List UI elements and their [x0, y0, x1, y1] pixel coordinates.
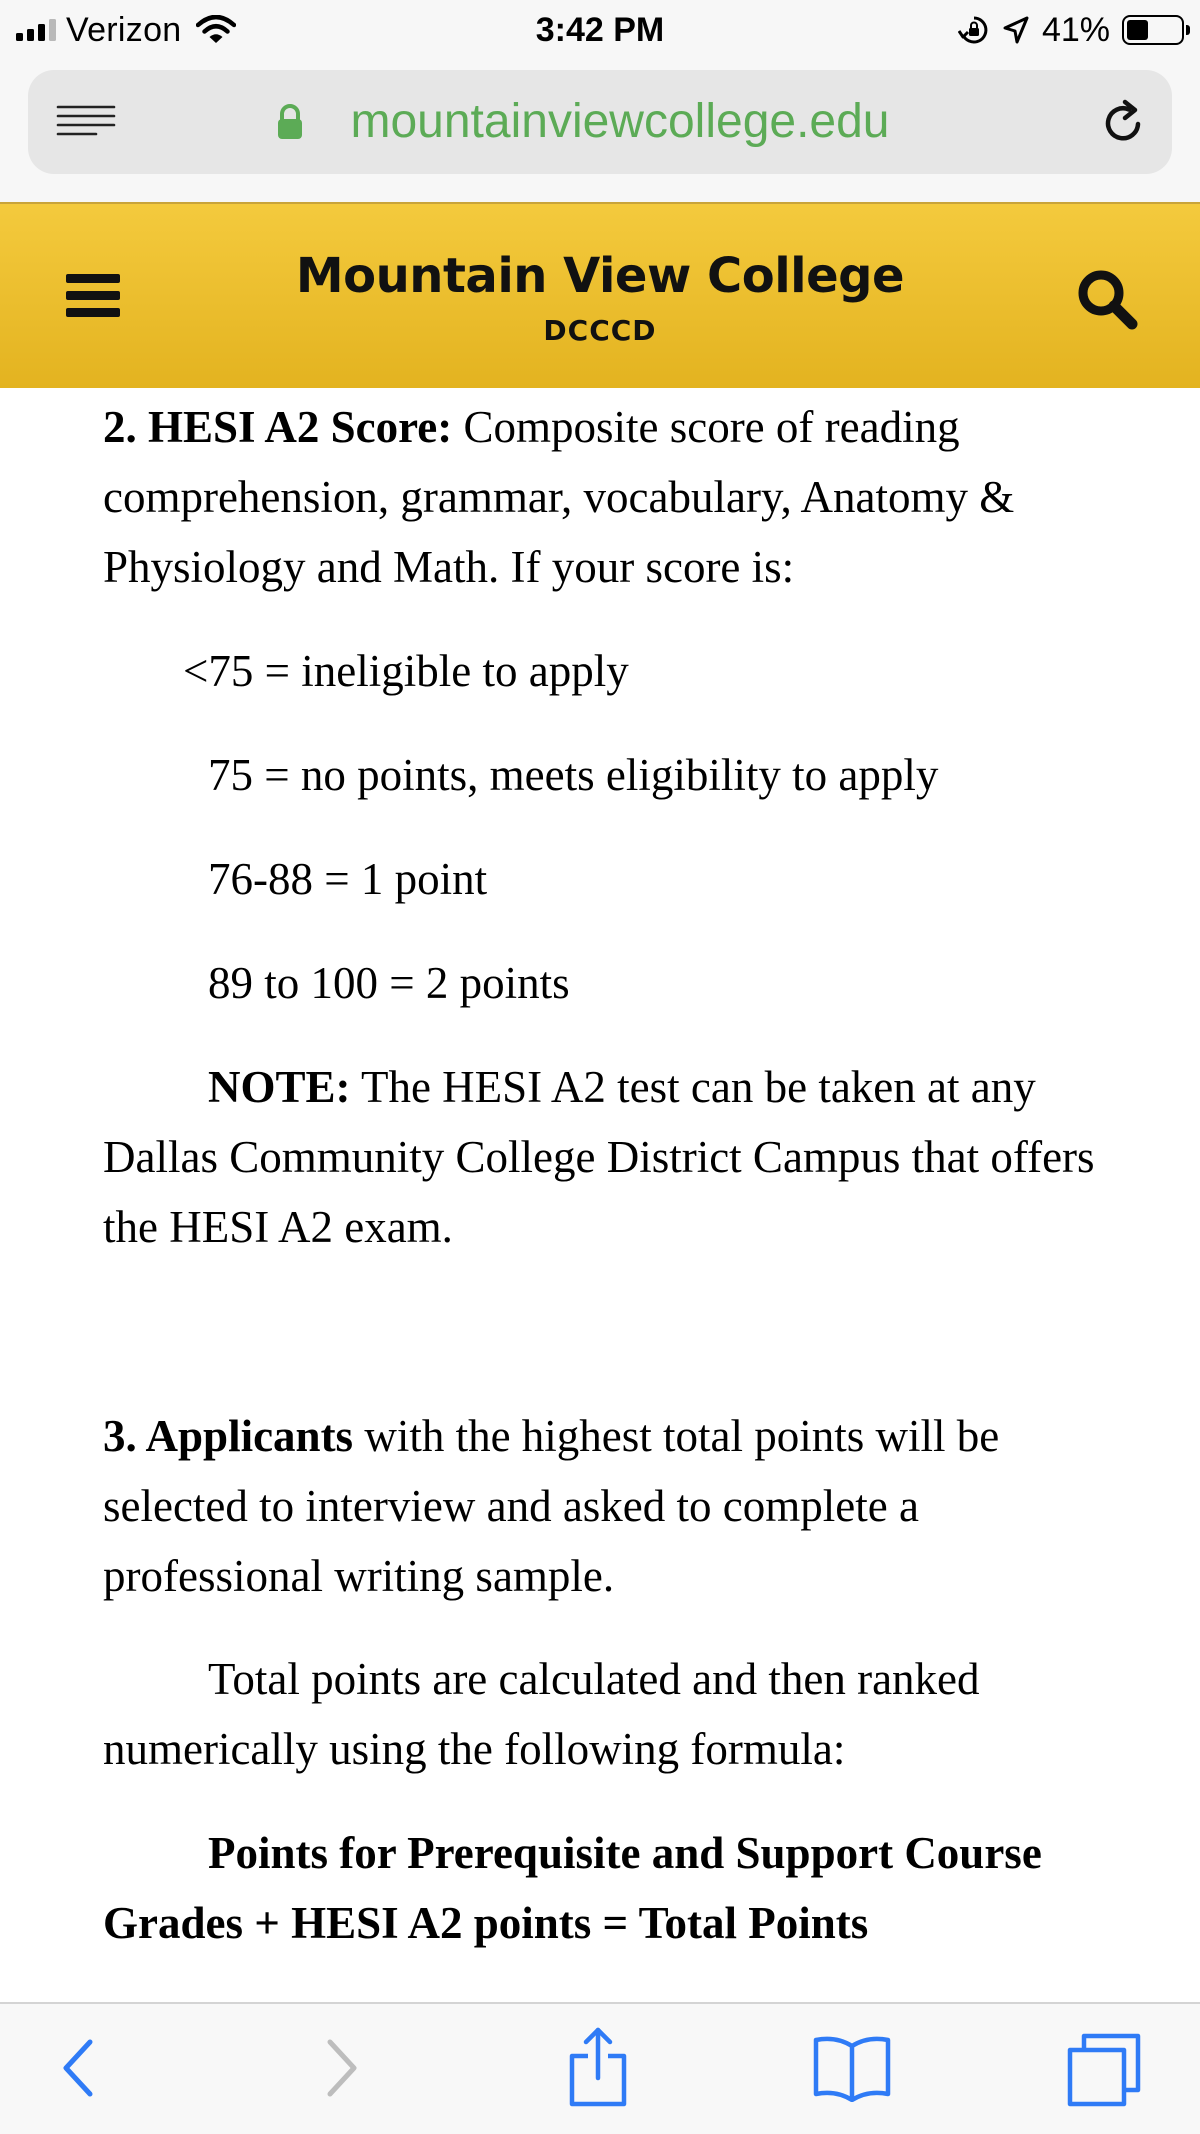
location-arrow-icon [1002, 15, 1030, 45]
forward-icon[interactable] [322, 2034, 362, 2102]
section-3-paragraph [103, 1401, 1103, 1611]
score-rule: <75 = ineligible to apply [183, 646, 629, 696]
browser-address-area [0, 62, 1200, 202]
ranking-paragraph: Total points are calculated and then ranked numerically using the following formula: [103, 1654, 980, 1774]
url-text[interactable]: mountainviewcollege.edu [350, 95, 890, 148]
site-header [0, 202, 1200, 388]
browser-toolbar [0, 2002, 1200, 2134]
orientation-lock-icon [958, 14, 990, 46]
section-2-text: Composite score of reading comprehension, grammar, vocabulary, Anatomy & Physiology and Math. If your score is: [103, 402, 1015, 592]
reload-icon[interactable] [1098, 98, 1148, 148]
score-rule: 89 to 100 = 2 points [208, 958, 570, 1008]
carrier-name: Verizon [66, 10, 182, 49]
back-icon[interactable] [58, 2034, 98, 2102]
score-rule: 76-88 = 1 point [208, 854, 488, 904]
tabs-icon[interactable] [1066, 2032, 1142, 2108]
site-subtitle: DCCCD [543, 314, 657, 347]
section-3-heading: 3. Applicants [103, 1411, 354, 1461]
section-2-heading: 2. HESI A2 Score: [103, 402, 453, 452]
status-bar [0, 0, 1200, 62]
status-clock: 3:42 PM [535, 11, 665, 49]
status-right [958, 8, 1184, 52]
note-text: The HESI A2 test can be taken at any Dallas Community College District Campus that offers the HESI A2 exam. [103, 1062, 1095, 1252]
formula-paragraph: Points for Prerequisite and Support Course Grades + HESI A2 points = Total Points [103, 1828, 1042, 1948]
score-rule: 75 = no points, meets eligibility to apply [208, 750, 939, 800]
note-label: NOTE: [208, 1062, 351, 1112]
battery-level [1127, 20, 1148, 40]
bookmarks-icon[interactable] [812, 2034, 892, 2102]
site-title[interactable]: Mountain View College [295, 248, 905, 304]
search-icon[interactable] [1074, 266, 1140, 332]
battery-percent: 41% [1041, 10, 1110, 49]
address-bar[interactable] [28, 70, 1172, 174]
section-3-text: with the highest total points will be selected to interview and asked to complete a professional writing sample. [103, 1411, 1000, 1601]
share-icon[interactable] [566, 2024, 630, 2108]
section-2-paragraph [103, 392, 1103, 602]
note-paragraph [103, 1052, 1103, 1262]
battery-icon [1122, 15, 1184, 45]
